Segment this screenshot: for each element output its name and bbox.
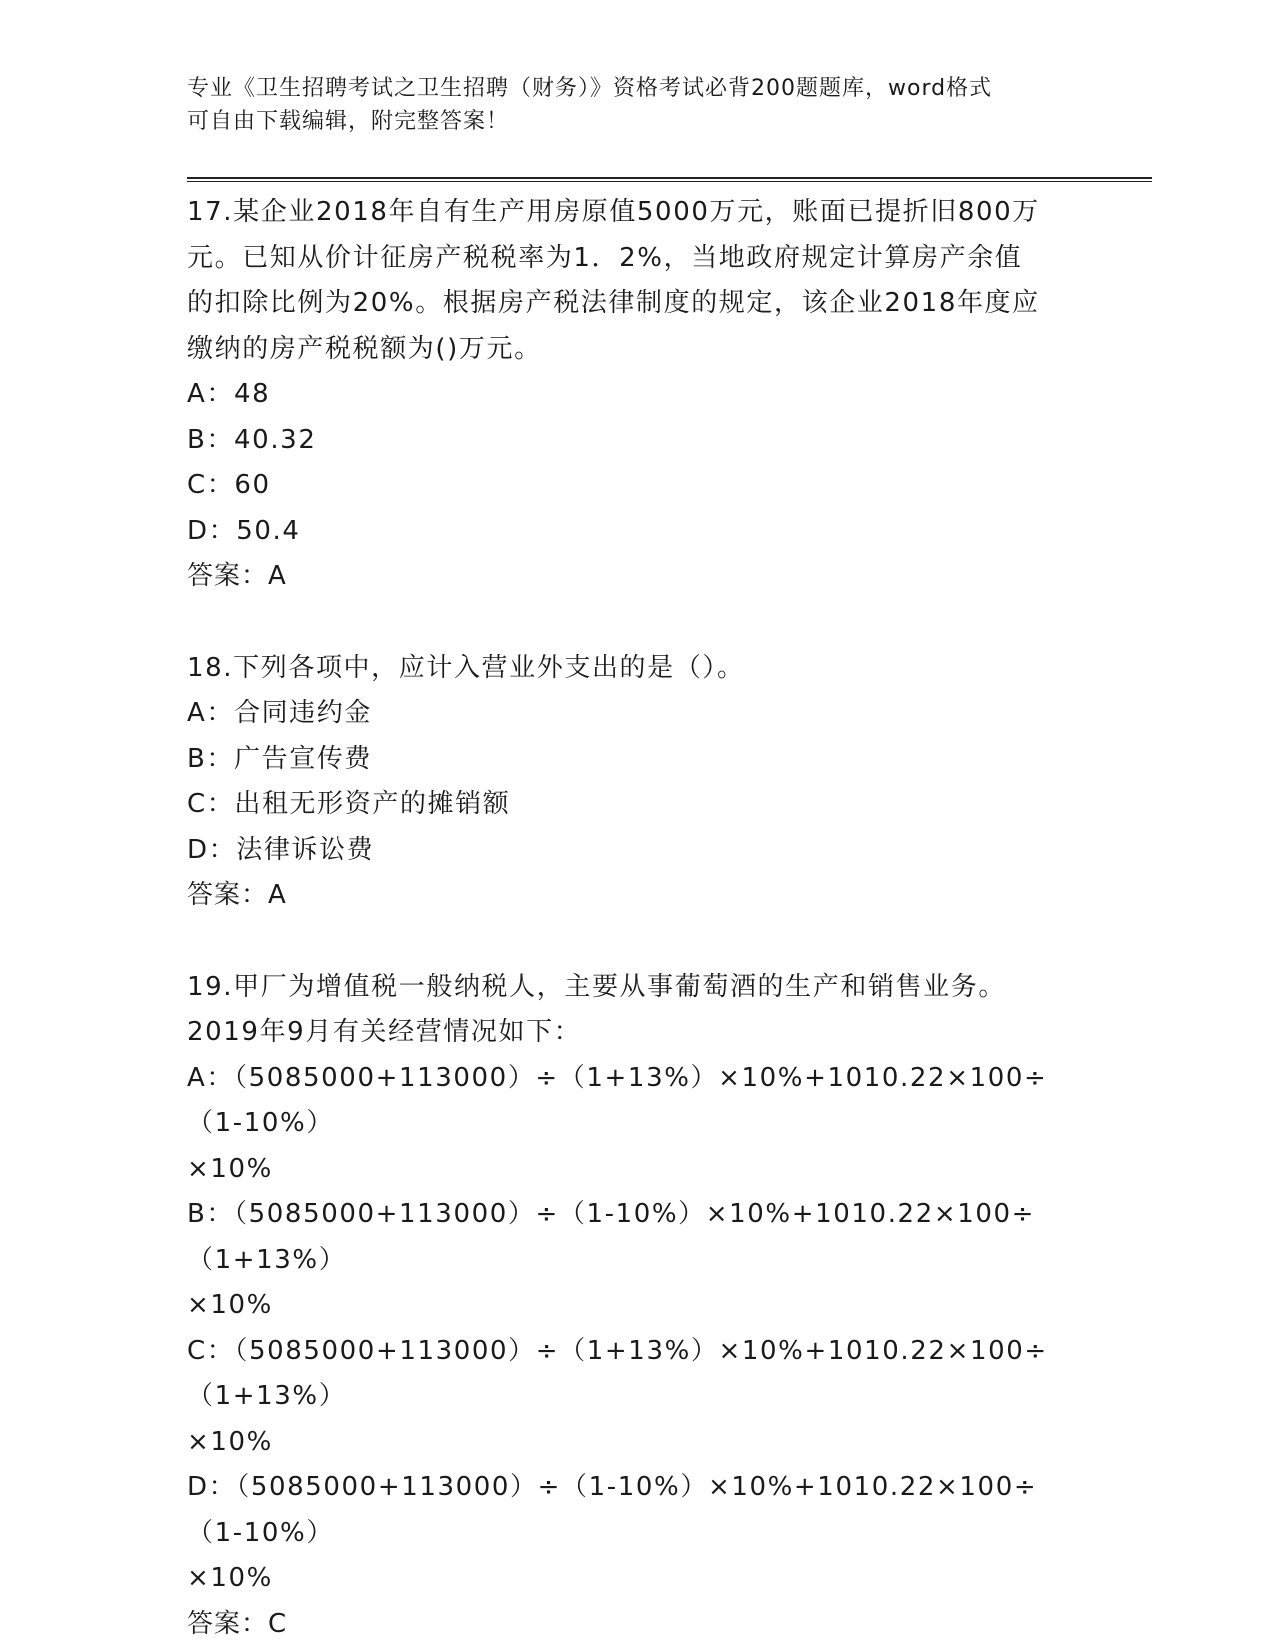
question-18: [187, 646, 1087, 919]
option-d: D：50.4: [187, 515, 301, 546]
option-d: D：法律诉讼费: [187, 834, 375, 865]
question-stem-line: 17.某企业2018年自有生产用房原值5000万元，账面已提折旧800万: [187, 197, 1040, 227]
option-a: A：48: [187, 379, 271, 409]
question-19: [187, 965, 1087, 1648]
option-b: B：40.32: [187, 424, 317, 455]
option-c: C：60: [187, 470, 271, 500]
header-divider: [187, 177, 1152, 182]
document-header: [187, 72, 1087, 138]
answer-line: 答案：A: [187, 880, 287, 910]
option-c: C：（5085000+113000）÷（1+13%）×10%+1010.22×100÷（1+13%）: [187, 1335, 1048, 1411]
option-b: B：（5085000+113000）÷（1-10%）×10%+1010.22×100÷（1+13%）: [187, 1199, 1036, 1275]
header-line-1: 专业《卫生招聘考试之卫生招聘（财务）》资格考试必背200题题库，word格式: [187, 76, 993, 101]
question-stem-line: 的扣除比例为20%。根据房产税法律制度的规定，该企业2018年度应: [187, 288, 1040, 318]
option-d-continued: ×10%: [187, 1563, 273, 1593]
question-stem-line: 缴纳的房产税税额为()万元。: [187, 333, 542, 364]
answer-line: 答案：C: [187, 1608, 288, 1639]
answer-line: 答案：A: [187, 561, 287, 591]
option-b: B：广告宣传费: [187, 743, 373, 774]
option-c: C：出租无形资产的摊销额: [187, 789, 511, 819]
question-17: [187, 190, 1087, 600]
option-d: D：（5085000+113000）÷（1-10%）×10%+1010.22×100÷（1-10%）: [187, 1472, 1038, 1548]
question-spacer: [187, 919, 1087, 965]
option-a: A：（5085000+113000）÷（1+13%）×10%+1010.22×100÷（1-10%）: [187, 1062, 1048, 1138]
question-stem-line: 元。已知从价计征房产税税率为1．2%，当地政府规定计算房产余值: [187, 242, 1023, 273]
question-stem-line: 2019年9月有关经营情况如下：: [187, 1017, 582, 1047]
question-list: [187, 190, 1087, 1647]
question-spacer: [187, 600, 1087, 646]
question-stem-line: 19.甲厂为增值税一般纳税人，主要从事葡萄酒的生产和销售业务。: [187, 971, 1006, 1002]
option-a: A：合同违约金: [187, 698, 372, 728]
question-stem-line: 18.下列各项中，应计入营业外支出的是（）。: [187, 652, 745, 683]
option-b-continued: ×10%: [187, 1290, 273, 1320]
option-a-continued: ×10%: [187, 1153, 273, 1184]
header-line-2: 可自由下载编辑，附完整答案！: [187, 109, 510, 134]
option-c-continued: ×10%: [187, 1426, 273, 1457]
